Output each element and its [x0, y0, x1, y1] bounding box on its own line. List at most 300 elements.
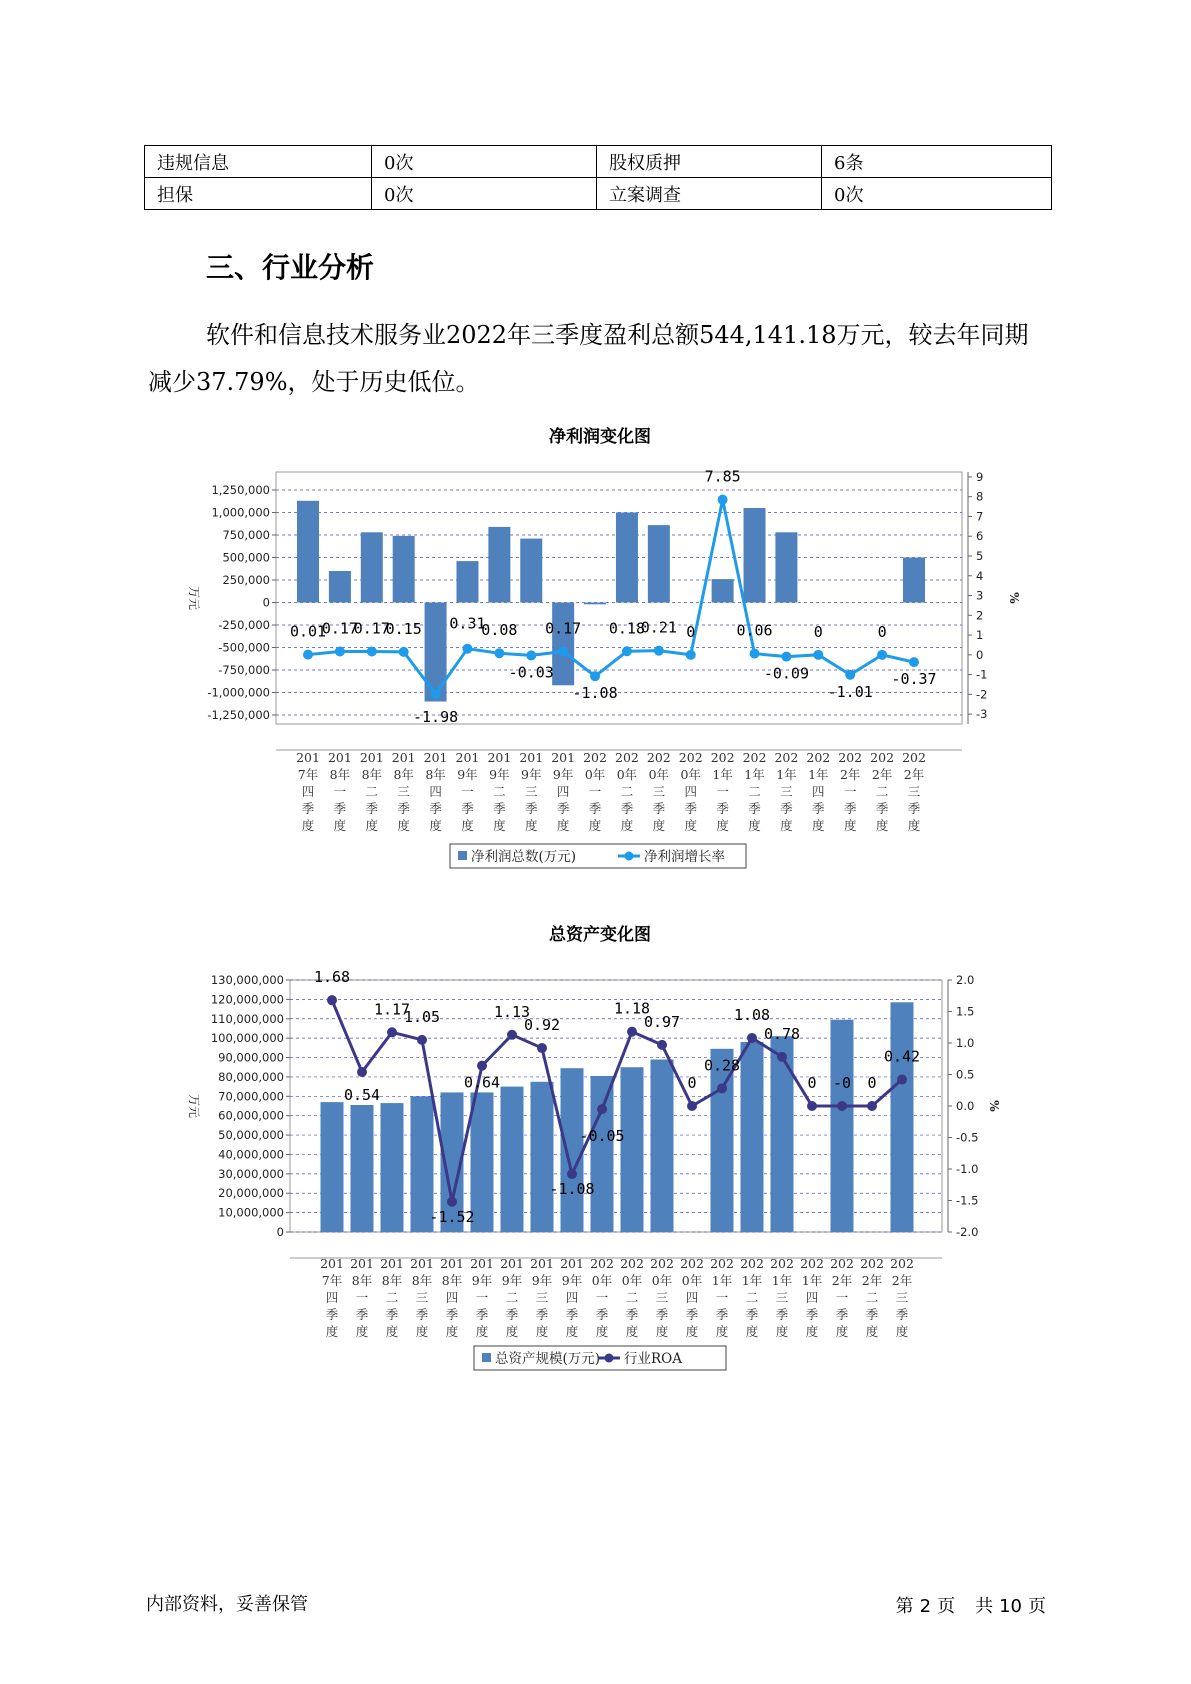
y-tick-label: 500,000 — [222, 550, 270, 565]
net-profit-chart — [0, 420, 1191, 880]
x-tick-label: 四 — [556, 784, 570, 799]
x-tick-label: 202 — [806, 750, 831, 765]
x-tick-label: 季 — [907, 801, 921, 816]
line-point — [507, 1030, 517, 1040]
line-point — [526, 650, 536, 660]
x-tick-label: 度 — [525, 818, 538, 833]
x-tick-label: 季 — [835, 1307, 849, 1322]
x-tick-label: 季 — [333, 801, 347, 816]
data-label: -1.01 — [827, 682, 873, 701]
data-label: 0.17 — [545, 619, 582, 638]
x-tick-label: 0年 — [616, 767, 638, 782]
y2-tick-label: 1.5 — [956, 1004, 975, 1019]
bar — [651, 1059, 674, 1232]
line-point — [686, 650, 696, 660]
line-point — [897, 1075, 907, 1085]
y-tick-label: 90,000,000 — [218, 1050, 284, 1065]
x-tick-label: 度 — [429, 818, 442, 833]
x-tick-label: 度 — [365, 818, 379, 833]
x-tick-label: 三 — [397, 784, 410, 799]
data-label: -1.52 — [429, 1207, 475, 1226]
x-tick-label: 7年 — [321, 1273, 343, 1288]
bar — [488, 527, 510, 603]
x-tick-label: 202 — [870, 750, 895, 765]
line-point — [627, 1027, 637, 1037]
line-point — [750, 649, 760, 659]
x-tick-label: 三 — [780, 784, 793, 799]
x-tick-label: 度 — [875, 818, 889, 833]
x-tick-label: 8年 — [329, 767, 351, 782]
data-label: 0.21 — [640, 618, 677, 637]
y-tick-label: 130,000,000 — [210, 973, 284, 987]
x-tick-label: 季 — [775, 1307, 789, 1322]
x-tick-label: 度 — [385, 1324, 399, 1339]
data-label: 0.15 — [385, 619, 422, 638]
y-tick-label: -1,250,000 — [207, 708, 270, 722]
bar — [393, 536, 415, 603]
data-label: 0.31 — [449, 614, 486, 633]
x-tick-label: 201 — [350, 1256, 374, 1271]
data-label: 0.06 — [736, 621, 773, 640]
x-tick-label: 1年 — [771, 1273, 793, 1288]
y2-tick-label: 1.0 — [956, 1036, 975, 1050]
x-tick-label: 202 — [710, 750, 735, 765]
legend-label: 行业ROA — [624, 1351, 682, 1367]
bar — [621, 1067, 644, 1232]
x-tick-label: 8年 — [393, 767, 414, 782]
x-tick-label: 202 — [860, 1256, 884, 1271]
x-tick-label: 三 — [655, 1290, 669, 1305]
x-tick-label: 度 — [685, 1324, 699, 1339]
y2-tick-label: -0.5 — [956, 1130, 979, 1145]
x-tick-label: 季 — [655, 1307, 669, 1322]
line-point — [494, 648, 504, 658]
x-tick-label: 9年 — [521, 767, 542, 782]
y2-tick-label: 1 — [976, 628, 984, 643]
data-label: 1.17 — [373, 1000, 411, 1019]
data-label: -0.09 — [763, 664, 809, 683]
x-tick-label: 8年 — [441, 1273, 463, 1288]
table-row — [145, 146, 1052, 178]
y2-tick-label: -1.0 — [956, 1162, 979, 1176]
y2-tick-label: 0.5 — [956, 1067, 975, 1082]
y-tick-label: -250,000 — [218, 618, 270, 632]
x-tick-label: 度 — [301, 818, 315, 833]
x-tick-label: 一 — [355, 1290, 369, 1305]
x-tick-label: 季 — [620, 801, 634, 816]
x-tick-label: 四 — [301, 784, 315, 799]
y2-tick-label: 8 — [976, 489, 984, 504]
x-tick-label: 季 — [716, 801, 729, 816]
bar — [361, 532, 383, 602]
footer-confidential-note: 内部资料，妥善保管 — [146, 1594, 308, 1615]
y2-tick-label: 9 — [976, 469, 984, 484]
y-tick-label: 60,000,000 — [218, 1108, 284, 1123]
x-tick-label: 季 — [461, 801, 474, 816]
x-tick-label: 度 — [812, 818, 825, 833]
x-tick-label: 202 — [678, 750, 703, 765]
x-tick-label: 9年 — [531, 1273, 553, 1288]
x-tick-label: 201 — [320, 1256, 344, 1271]
bar — [903, 558, 925, 603]
table-cell-value: 0次 — [372, 178, 597, 210]
x-tick-label: 度 — [461, 818, 474, 833]
x-tick-label: 季 — [895, 1307, 909, 1322]
x-tick-label: 季 — [715, 1307, 729, 1322]
data-label: 1.08 — [733, 1005, 771, 1024]
legend-bar-swatch — [482, 1353, 491, 1362]
x-tick-label: 一 — [843, 784, 857, 799]
y-tick-label: 1,000,000 — [211, 505, 270, 520]
data-label: 0.64 — [463, 1073, 501, 1092]
x-tick-label: 二 — [385, 1290, 399, 1305]
x-tick-label: 季 — [780, 801, 793, 816]
x-tick-label: 度 — [780, 818, 793, 833]
data-label: 0.01 — [289, 622, 327, 641]
line-point — [622, 646, 632, 656]
x-tick-label: 201 — [500, 1256, 524, 1271]
x-tick-label: 201 — [530, 1256, 554, 1271]
x-tick-label: 度 — [835, 1324, 849, 1339]
y-tick-label: 250,000 — [222, 573, 270, 587]
y2-tick-label: 2.0 — [956, 973, 975, 987]
x-tick-label: 度 — [505, 1324, 519, 1339]
x-tick-label: 度 — [415, 1324, 429, 1339]
y-tick-label: 20,000,000 — [218, 1186, 284, 1201]
data-label: 1.05 — [403, 1007, 441, 1026]
x-tick-label: 度 — [445, 1324, 459, 1339]
x-tick-label: 202 — [615, 750, 639, 765]
x-tick-label: 季 — [535, 1307, 549, 1322]
x-tick-label: 201 — [380, 1256, 404, 1271]
bar — [616, 513, 638, 603]
x-tick-label: 8年 — [381, 1273, 403, 1288]
x-tick-label: 201 — [327, 750, 352, 765]
x-tick-label: 201 — [440, 1256, 464, 1271]
x-tick-label: 8年 — [351, 1273, 373, 1288]
x-tick-label: 度 — [843, 818, 857, 833]
x-tick-label: 202 — [830, 1256, 854, 1271]
y-tick-label: 110,000,000 — [210, 1011, 284, 1026]
x-tick-label: 四 — [325, 1290, 339, 1305]
y-tick-label: -500,000 — [218, 640, 270, 655]
data-label: -0 — [832, 1074, 852, 1092]
x-tick-label: 季 — [445, 1307, 459, 1322]
x-tick-label: 9年 — [471, 1273, 493, 1288]
x-tick-label: 0年 — [648, 767, 670, 782]
y-tick-label: 0 — [276, 1225, 284, 1239]
data-label: 1.13 — [493, 1002, 531, 1021]
x-tick-label: 8年 — [425, 767, 446, 782]
bar — [531, 1082, 554, 1232]
data-label: 0.17 — [321, 619, 358, 638]
line-point — [335, 646, 345, 656]
bar — [351, 1105, 374, 1232]
data-label: 0.18 — [608, 619, 646, 638]
x-tick-label: 二 — [620, 784, 634, 799]
data-label: 0 — [877, 622, 887, 641]
bar — [561, 1068, 584, 1232]
x-tick-label: 季 — [865, 1307, 879, 1322]
x-tick-label: 一 — [461, 784, 474, 799]
x-tick-label: 四 — [805, 1290, 819, 1305]
x-tick-label: 202 — [800, 1256, 824, 1271]
x-tick-label: 季 — [429, 801, 442, 816]
x-tick-label: 201 — [519, 750, 544, 765]
x-tick-label: 三 — [535, 1290, 549, 1305]
x-tick-label: 一 — [716, 784, 729, 799]
data-label: 7.85 — [704, 467, 741, 486]
y-tick-label: -750,000 — [218, 663, 270, 677]
body-paragraph: 软件和信息技术服务业2022年三季度盈利总额544,141.18万元，较去年同期减少37.79%，处于历史低位。 — [148, 321, 1029, 396]
x-tick-label: 一 — [595, 1290, 609, 1305]
x-tick-label: 季 — [745, 1307, 759, 1322]
x-tick-label: 度 — [865, 1324, 879, 1339]
bar — [321, 1102, 344, 1232]
x-tick-label: 度 — [493, 818, 506, 833]
x-tick-label: 0年 — [680, 767, 701, 782]
line-point — [597, 1104, 607, 1114]
x-tick-label: 季 — [525, 801, 538, 816]
data-label: 0.42 — [883, 1047, 921, 1066]
data-label: 0 — [686, 622, 696, 641]
line-point — [877, 650, 887, 660]
line-point — [431, 689, 441, 699]
line-point — [845, 670, 855, 680]
y-tick-label: 30,000,000 — [218, 1166, 284, 1181]
x-tick-label: 9年 — [561, 1273, 583, 1288]
x-tick-label: 二 — [505, 1290, 519, 1305]
x-tick-label: 度 — [397, 818, 410, 833]
x-tick-label: 202 — [742, 750, 767, 765]
x-tick-label: 四 — [685, 1290, 699, 1305]
x-tick-label: 0年 — [681, 1273, 703, 1288]
y2-tick-label: -3 — [976, 707, 988, 722]
x-tick-label: 季 — [588, 801, 602, 816]
bar — [456, 561, 478, 602]
x-tick-label: 季 — [595, 1307, 609, 1322]
x-tick-label: 季 — [415, 1307, 429, 1322]
x-tick-label: 三 — [525, 784, 538, 799]
x-tick-label: 0年 — [584, 767, 606, 782]
line-point — [367, 646, 377, 656]
legend-bar-swatch — [458, 851, 467, 860]
data-label: 0.28 — [703, 1056, 741, 1075]
x-tick-label: 1年 — [808, 767, 829, 782]
x-tick-label: 四 — [812, 784, 825, 799]
bar — [891, 1002, 914, 1232]
y2-tick-label: 0.0 — [956, 1099, 975, 1113]
data-label: -1.08 — [549, 1180, 595, 1199]
x-tick-label: 季 — [556, 801, 570, 816]
x-tick-label: 1年 — [741, 1273, 763, 1288]
y2-axis-label: % — [1007, 592, 1021, 604]
data-label: -0.05 — [579, 1127, 625, 1146]
data-label: 0.92 — [523, 1016, 561, 1035]
x-tick-label: 度 — [745, 1324, 759, 1339]
x-tick-label: 1年 — [712, 767, 733, 782]
x-tick-label: 度 — [325, 1324, 339, 1339]
line-point — [654, 646, 664, 656]
line-point — [399, 647, 409, 657]
bar — [591, 1076, 614, 1232]
x-tick-label: 季 — [325, 1307, 339, 1322]
x-tick-label: 201 — [296, 750, 320, 765]
x-tick-label: 季 — [685, 1307, 699, 1322]
x-tick-label: 度 — [715, 1324, 729, 1339]
x-tick-label: 季 — [748, 801, 761, 816]
line-point — [417, 1035, 427, 1045]
x-tick-label: 四 — [445, 1290, 459, 1305]
x-tick-label: 二 — [365, 784, 379, 799]
line-point — [567, 1169, 577, 1179]
x-tick-label: 度 — [716, 818, 729, 833]
x-tick-label: 度 — [588, 818, 602, 833]
data-label: 0 — [867, 1074, 877, 1092]
data-label: -0.37 — [891, 670, 937, 689]
x-tick-label: 9年 — [501, 1273, 523, 1288]
table-cell-label: 股权质押 — [597, 146, 822, 178]
x-tick-label: 201 — [410, 1256, 434, 1271]
y-tick-label: 80,000,000 — [218, 1069, 284, 1084]
x-tick-label: 1年 — [801, 1273, 823, 1288]
x-tick-label: 8年 — [361, 767, 383, 782]
line-point — [657, 1040, 667, 1050]
bar — [425, 603, 447, 702]
x-tick-label: 201 — [487, 750, 512, 765]
x-tick-label: 二 — [875, 784, 889, 799]
data-label: 0 — [807, 1074, 817, 1092]
line-point — [837, 1101, 847, 1111]
x-tick-label: 季 — [385, 1307, 399, 1322]
y-tick-label: 120,000,000 — [210, 992, 284, 1007]
y-tick-label: 100,000,000 — [210, 1031, 284, 1046]
x-tick-label: 202 — [740, 1256, 764, 1271]
x-tick-label: 二 — [865, 1290, 879, 1305]
x-tick-label: 2年 — [891, 1273, 913, 1288]
line-point — [447, 1197, 457, 1207]
y2-tick-label: 2 — [976, 608, 984, 623]
data-label: 0.54 — [343, 1085, 381, 1104]
bar — [520, 539, 542, 603]
x-tick-label: 季 — [805, 1307, 819, 1322]
y2-tick-label: -1.5 — [956, 1193, 979, 1208]
x-tick-label: 一 — [588, 784, 602, 799]
data-label: 0 — [687, 1074, 697, 1092]
bar — [552, 603, 574, 686]
x-tick-label: 202 — [620, 1256, 644, 1271]
line-point — [813, 650, 823, 660]
bar — [648, 525, 670, 602]
y-tick-label: 70,000,000 — [218, 1089, 284, 1104]
y-tick-label: 40,000,000 — [218, 1147, 284, 1162]
x-tick-label: 9年 — [552, 767, 574, 782]
x-tick-label: 一 — [835, 1290, 849, 1305]
y-axis-label: 万元 — [187, 585, 201, 611]
bar — [329, 571, 351, 603]
x-tick-label: 季 — [812, 801, 825, 816]
x-tick-label: 一 — [475, 1290, 489, 1305]
y2-tick-label: -2 — [976, 687, 988, 702]
data-label: 0.97 — [643, 1012, 681, 1031]
legend-label: 净利润总数(万元) — [471, 849, 577, 865]
y2-tick-label: -2.0 — [956, 1225, 979, 1239]
line-point — [357, 1067, 367, 1077]
line-point — [558, 646, 568, 656]
x-tick-label: 201 — [470, 1256, 494, 1271]
bar — [744, 508, 766, 603]
x-tick-label: 202 — [646, 750, 671, 765]
x-tick-label: 201 — [455, 750, 480, 765]
x-tick-label: 四 — [565, 1290, 579, 1305]
x-tick-label: 度 — [805, 1324, 819, 1339]
line-point — [777, 1052, 787, 1062]
x-tick-label: 季 — [475, 1307, 489, 1322]
chart-title: 总资产变化图 — [549, 925, 651, 945]
x-tick-label: 度 — [748, 818, 761, 833]
data-label: -1.08 — [572, 684, 618, 703]
data-label: 0.78 — [763, 1024, 801, 1043]
bar — [501, 1087, 524, 1232]
x-tick-label: 1年 — [711, 1273, 733, 1288]
bar — [297, 501, 319, 603]
y-tick-label: 50,000,000 — [218, 1128, 284, 1143]
y2-tick-label: 0 — [976, 647, 984, 662]
x-tick-label: 2年 — [839, 767, 861, 782]
x-tick-label: 季 — [625, 1307, 639, 1322]
x-tick-label: 9年 — [489, 767, 510, 782]
x-tick-label: 202 — [902, 750, 926, 765]
table-cell-value: 0次 — [822, 178, 1052, 210]
y-tick-label: 10,000,000 — [218, 1205, 284, 1220]
x-tick-label: 度 — [355, 1324, 369, 1339]
line-point — [807, 1101, 817, 1111]
x-tick-label: 202 — [650, 1256, 674, 1271]
y2-tick-label: 7 — [976, 509, 984, 524]
x-tick-label: 1年 — [744, 767, 765, 782]
x-tick-label: 202 — [710, 1256, 734, 1271]
x-tick-label: 度 — [907, 818, 921, 833]
x-tick-label: 202 — [890, 1256, 914, 1271]
x-tick-label: 度 — [595, 1324, 609, 1339]
x-tick-label: 201 — [423, 750, 448, 765]
y-tick-label: -1,000,000 — [207, 685, 270, 700]
x-tick-label: 202 — [770, 1256, 794, 1271]
x-tick-label: 201 — [359, 750, 384, 765]
total-assets-chart — [0, 920, 1191, 1380]
x-tick-label: 四 — [684, 784, 697, 799]
y2-tick-label: 5 — [976, 549, 984, 563]
line-point — [590, 671, 600, 681]
x-tick-label: 一 — [333, 784, 347, 799]
y2-axis-label: % — [987, 1100, 1001, 1112]
x-tick-label: 度 — [655, 1324, 669, 1339]
line-point — [909, 657, 919, 667]
x-tick-label: 季 — [875, 801, 889, 816]
x-tick-label: 8年 — [411, 1273, 433, 1288]
line-point — [462, 644, 472, 654]
data-label: 0.17 — [353, 619, 390, 638]
legend-label: 净利润增长率 — [644, 849, 725, 865]
x-tick-label: 三 — [775, 1290, 789, 1305]
bar — [741, 1042, 764, 1232]
bar — [831, 1020, 854, 1232]
line-point — [867, 1101, 877, 1111]
x-tick-label: 度 — [333, 818, 347, 833]
x-tick-label: 季 — [684, 801, 697, 816]
x-tick-label: 202 — [838, 750, 863, 765]
data-label: 1.68 — [313, 968, 351, 987]
